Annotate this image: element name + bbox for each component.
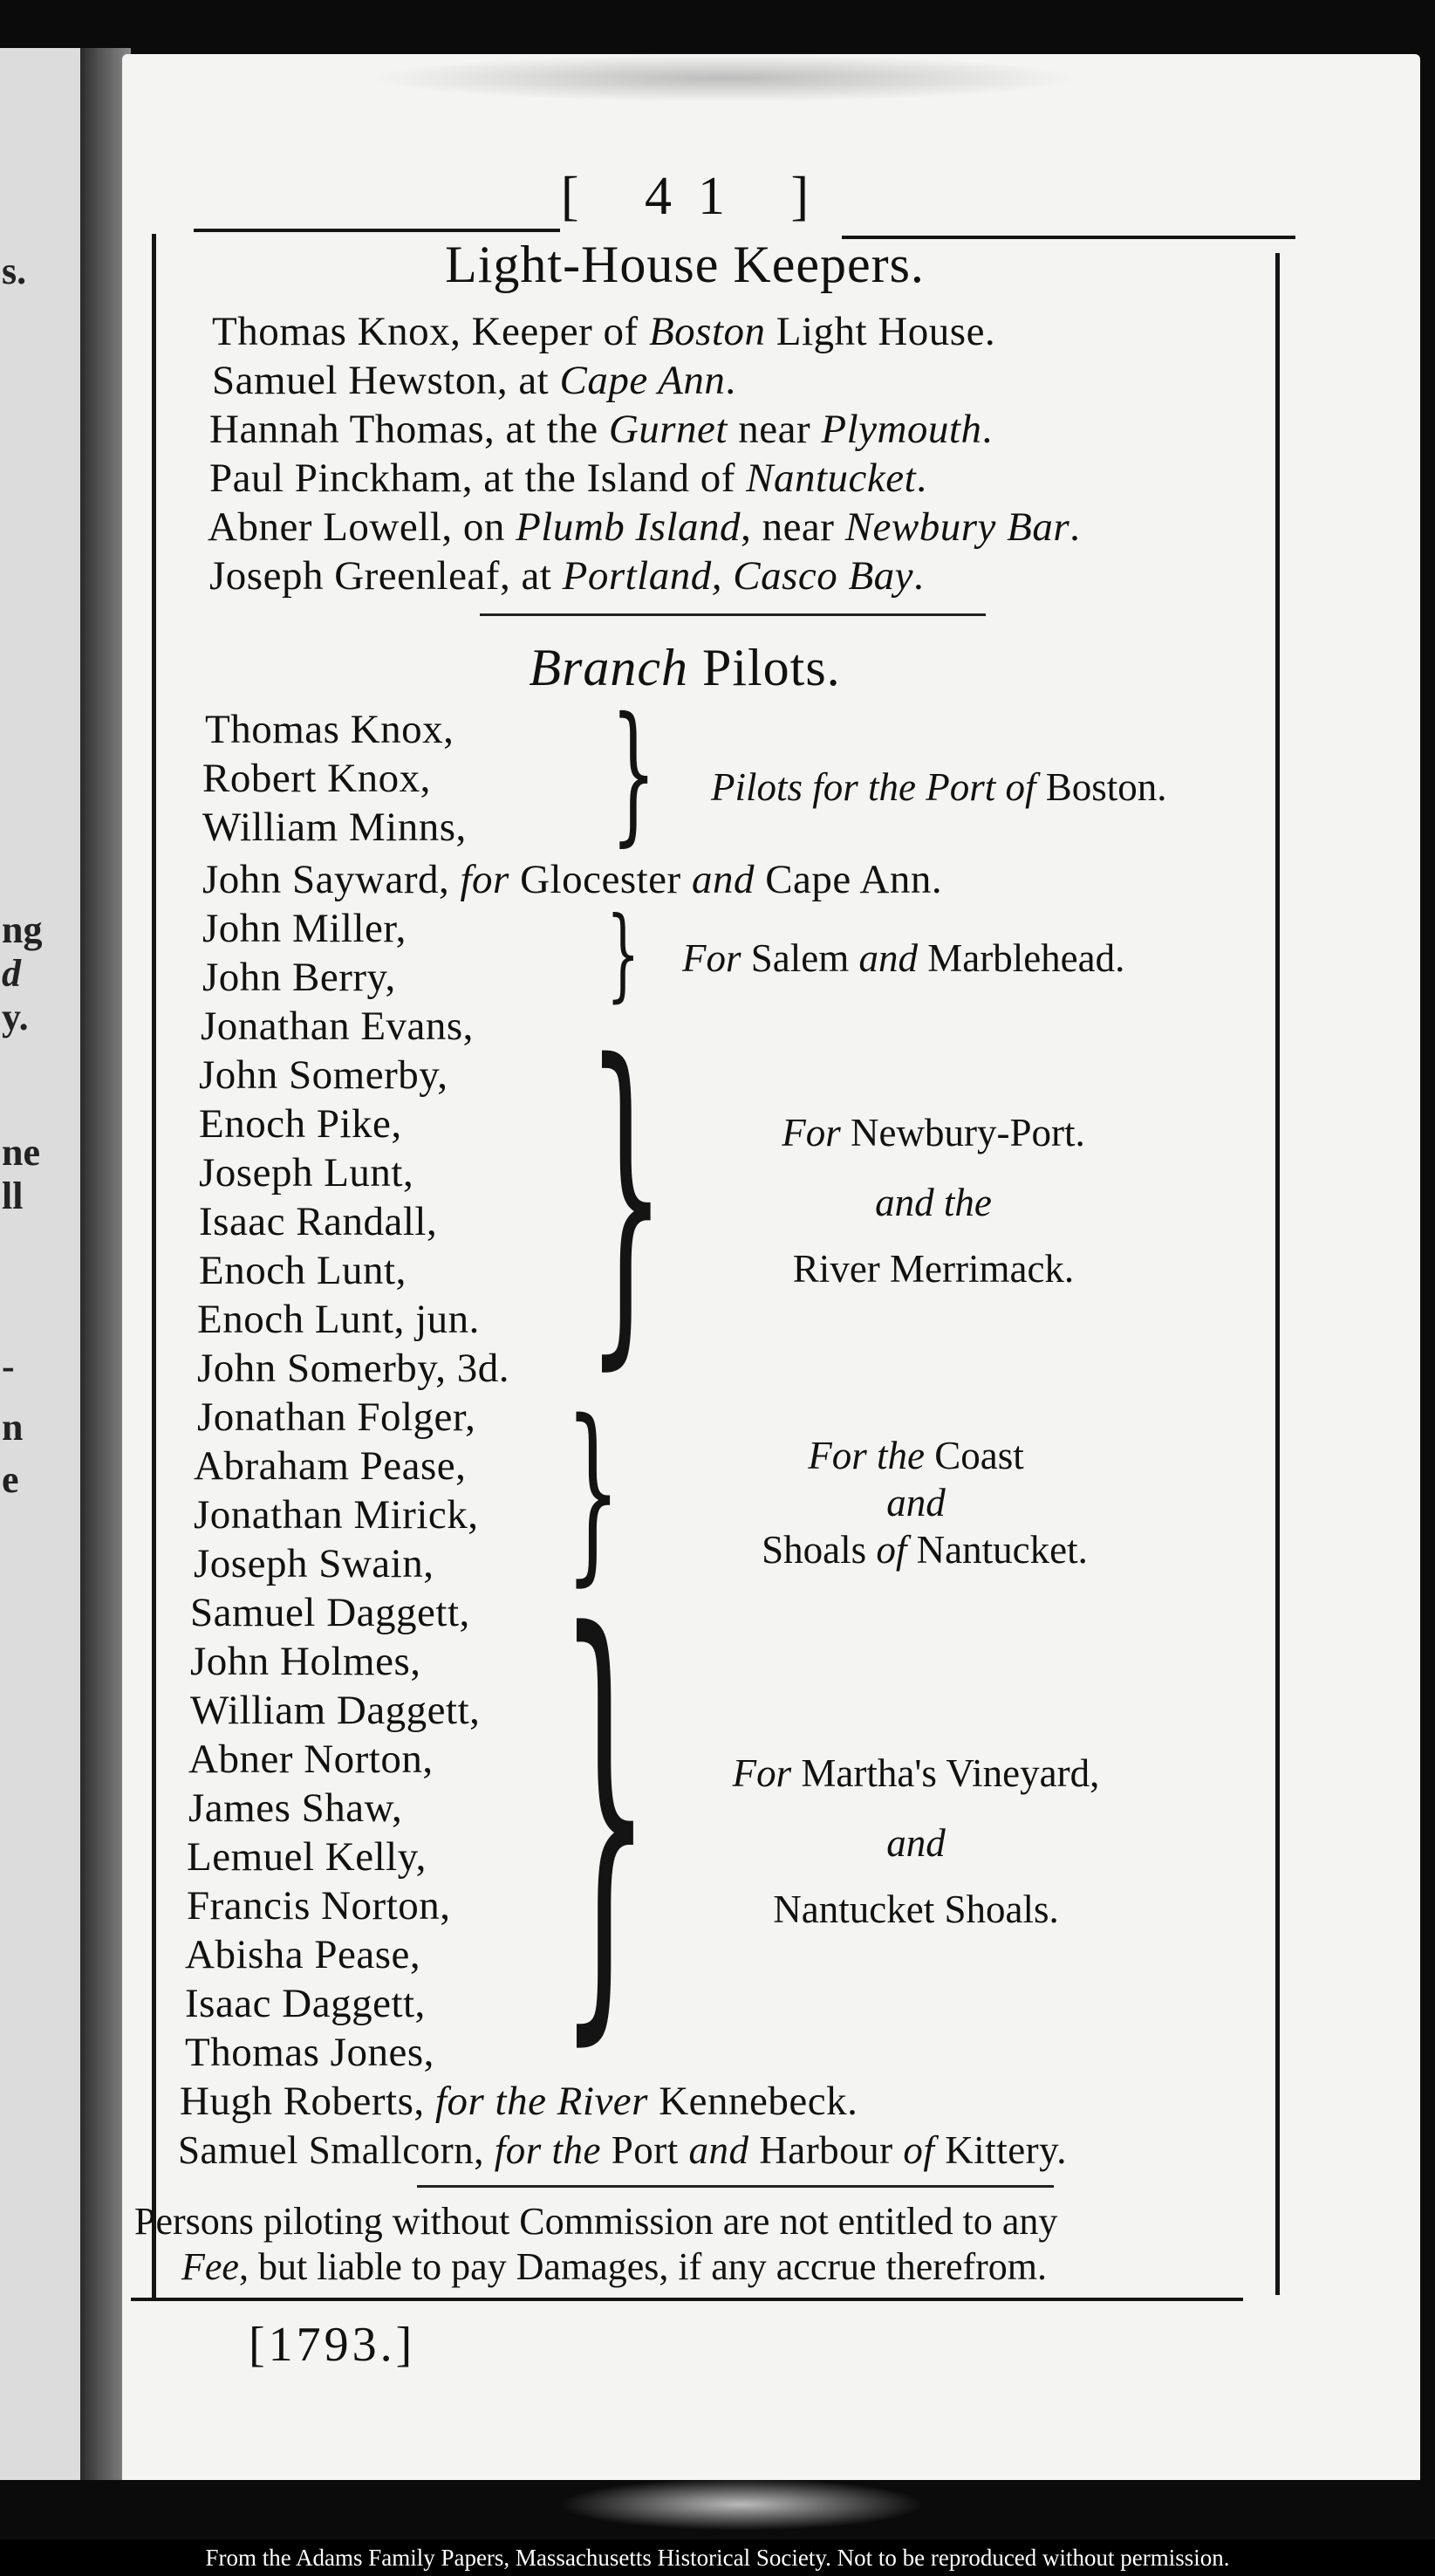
frame-left-rule (152, 234, 156, 2298)
pilot-name: Abner Norton, (188, 1737, 434, 1782)
section-divider (480, 613, 986, 616)
pilot-name: Enoch Lunt, jun. (197, 1297, 480, 1342)
lighthouse-entry: Joseph Greenleaf, at Portland, Casco Bay. (209, 553, 925, 599)
pilot-name: John Holmes, (190, 1639, 421, 1684)
pilot-name: Samuel Daggett, (190, 1590, 470, 1635)
pilot-group-label: Shoals of Nantucket. (762, 1528, 1088, 1572)
pilots-heading: Branch Pilots. (529, 639, 841, 696)
pilot-name: Thomas Jones, (185, 2030, 434, 2075)
left-page-fragment: ne (2, 1131, 40, 1174)
pilot-group-label: For Newbury-Port. (782, 1111, 1085, 1154)
pilot-entry: John Sayward, for Glocester and Cape Ann. (202, 857, 943, 902)
pilot-name: Jonathan Folger, (197, 1394, 476, 1440)
pilot-name: Thomas Knox, (205, 707, 454, 752)
pilot-name: Joseph Lunt, (199, 1150, 414, 1196)
pilot-group-label: River Merrimack. (792, 1247, 1075, 1291)
pilot-group-label: and the (875, 1181, 992, 1224)
pilot-name: William Daggett, (190, 1688, 481, 1733)
pilot-name: Lemuel Kelly, (187, 1834, 427, 1880)
footer-note-line: Fee, but liable to pay Damages, if any accrue therefrom. (181, 2245, 1047, 2288)
section-divider (417, 2185, 1054, 2188)
frame-top-rule-left (194, 229, 560, 232)
left-page-fragment: ll (2, 1175, 24, 1217)
page-shadow (366, 54, 1082, 102)
pilot-name: Francis Norton, (187, 1883, 451, 1929)
left-page-fragment: ng (2, 908, 43, 951)
pilot-group-label: and (886, 1481, 946, 1524)
pilot-name: John Miller, (202, 906, 407, 951)
pilot-name: John Somerby, 3d. (197, 1346, 509, 1391)
pilot-name: Isaac Daggett, (185, 1981, 426, 2026)
pilot-name: Enoch Pike, (199, 1101, 402, 1147)
pilot-name: William Minns, (202, 805, 467, 850)
brace-bracket: } (565, 1380, 621, 1604)
left-page-fragment: - (2, 1345, 15, 1387)
brace-bracket: } (558, 1540, 652, 2083)
brace-bracket: } (611, 686, 657, 861)
pilot-entry: Samuel Smallcorn, for the Port and Harbour of Kittery. (178, 2128, 1067, 2172)
frame-right-rule (1275, 253, 1280, 2295)
pilot-name: Jonathan Mirick, (194, 1492, 479, 1538)
pilot-name: James Shaw, (188, 1785, 403, 1831)
pilot-group-label: Pilots for the Port of Boston. (711, 765, 1167, 809)
pilot-entry: Hugh Roberts, for the River Kennebeck. (180, 2079, 858, 2124)
left-page-fragment: e (2, 1458, 19, 1501)
pilot-name: Joseph Swain, (194, 1541, 434, 1586)
left-page-fragment: d (2, 952, 21, 995)
footer-note-line: Persons piloting without Commission are not entitled to any (134, 2200, 1058, 2243)
lighthouse-entry: Samuel Hewston, at Cape Ann. (212, 358, 736, 403)
page-edge-smudge (558, 2478, 925, 2531)
frame-bottom-rule (131, 2298, 1243, 2301)
pilot-name: Jonathan Evans, (201, 1004, 474, 1049)
pilot-group-label: Nantucket Shoals. (773, 1887, 1059, 1931)
credit-line: From the Adams Family Papers, Massachusetts Historical Society. Not to be reproduced without permission. (0, 2539, 1435, 2576)
year-note: [1793.] (249, 2318, 416, 2372)
lighthouse-entry: Thomas Knox, Keeper of Boston Light House. (212, 309, 996, 354)
left-facing-page (0, 48, 84, 2483)
brace-bracket: } (606, 894, 640, 1012)
lighthouse-entry: Abner Lowell, on Plumb Island, near Newbury Bar. (208, 504, 1081, 550)
left-page-fragment: n (2, 1406, 24, 1449)
pilot-name: John Somerby, (199, 1052, 448, 1098)
pilot-group-label: For Salem and Marblehead. (682, 936, 1125, 980)
brace-bracket: } (586, 992, 666, 1399)
pilot-name: John Berry, (202, 955, 396, 1000)
lighthouse-entry: Paul Pinckham, at the Island of Nantucket. (209, 456, 927, 501)
pilot-group-label: and (886, 1821, 946, 1865)
left-page-fragment: y. (2, 996, 29, 1038)
page-number: [ 41 ] (560, 167, 836, 226)
pilot-name: Enoch Lunt, (199, 1248, 407, 1293)
left-page-fragment: s. (2, 250, 27, 292)
pilot-name: Abraham Pease, (194, 1443, 467, 1489)
pilot-group-label: For Martha's Vineyard, (732, 1751, 1100, 1795)
pilot-name: Robert Knox, (202, 756, 431, 801)
pilot-name: Abisha Pease, (185, 1932, 421, 1977)
lighthouse-entry: Hannah Thomas, at the Gurnet near Plymouth. (209, 407, 993, 452)
pilot-name: Isaac Randall, (199, 1199, 438, 1244)
pilot-group-label: For the Coast (808, 1434, 1024, 1477)
lighthouse-heading (122, 234, 1247, 295)
lighthouse-heading-text: Light-House Keepers. (445, 236, 925, 293)
